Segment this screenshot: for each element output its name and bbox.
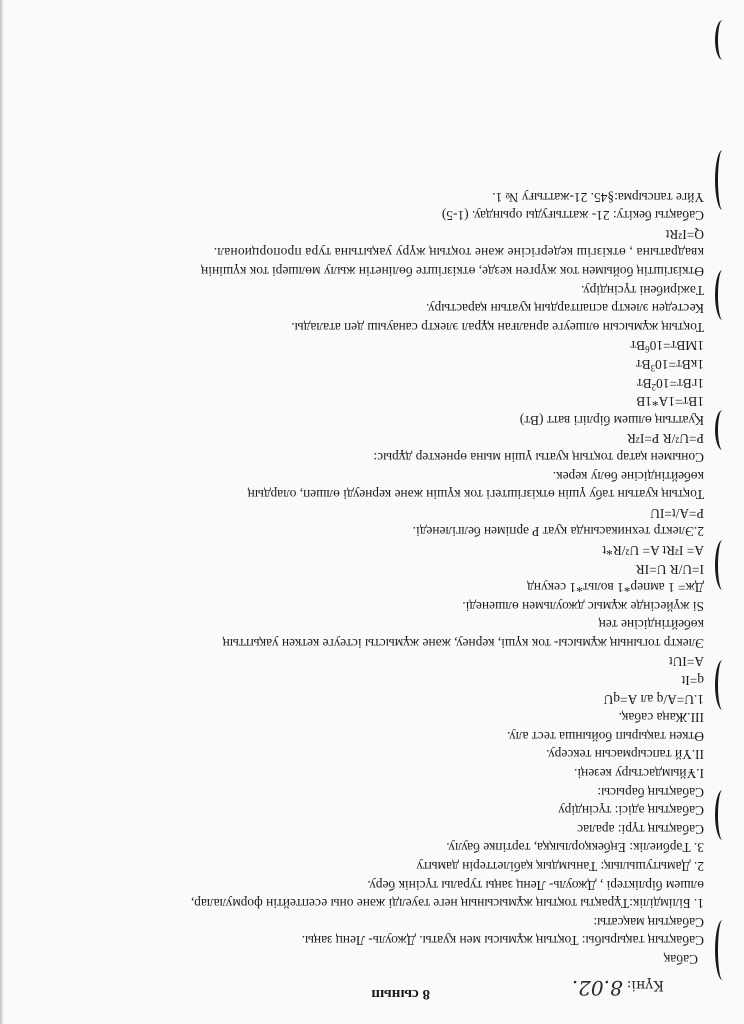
text-line: P=A/t=IU [650,505,704,521]
formula-line: $1МВт=10^6Вт$ [630,338,704,355]
date-line [572,976,664,1000]
text-line: Тәжірибені түсіндіру. [581,282,704,298]
text-line: Кестеден электр аспаптардың қуатын қарастыру. [426,301,704,317]
text-line: ІІІ.Жаңа сабақ. [618,710,704,726]
text-line: Электр тогының жұмысы- ток күші, кернеу, және жұмысты істеуге кеткен уақыттың [222,635,704,651]
text-line: 1Вт=1А*1В [636,394,704,410]
text-line: І.Ұйымдастыру кезеңі. [574,766,704,782]
text-line: Сабақты бекіту: 21- жаттығуды орындау. (1-5) [441,208,704,224]
text-line: Сабақ [663,952,698,967]
text-line: Сабақтың әдісі: түсіндіру [558,803,704,819]
text-line: A=IUt [668,654,704,670]
text-line: Тоқтың қуатын табу үшін өткізгіштегі ток күшін және кернеуді өлшеп, олардың [247,487,704,503]
text-line: Сабақтың тақырыбы: Тоқтың жұмысы мен қуаты. Джоуль- Ленц заңы. [301,933,704,949]
date-label: Күні: [626,977,664,993]
text-line: I=U/R U=IR [635,561,704,577]
lesson-plan-text [44,187,704,968]
text-line: Үйге тапсырма:§45. 21-жаттығу № 1. [492,189,704,205]
text-line: 3. Тәрбиелік: Еңбекқорлыққа, тәртіпке баулу. [446,840,704,856]
text-line: көбейтіндісіне тең [598,617,704,633]
handwritten-date: 8.02. [571,976,623,1000]
text-line: Қуаттың өлшем бірлігі ватт (Вт) [519,412,704,428]
formula-line: Q=I²Rt [665,226,704,242]
text-line: Өткен тақырып бойынша тест алу. [507,728,704,744]
text-line: Өткізгіштің бойымен ток жүрген кезде, өткізгіште бөлінетін жылу мөлшері ток күшінің [201,264,704,280]
formula-line: $1гВт=10^2Вт$ [636,375,704,392]
text-line: өлшем бірліктері , Джоуль- Ленц заңы туралы түсінік беру. [367,877,704,893]
text-line: 2. Дамытушылық: Танымдық қабілеттерін дамыту [416,859,704,875]
text-line: Сабақтың түрі: аралас [577,821,704,837]
grade-heading: 8 сынып [371,986,430,1002]
text-line: Сонымен қатар тоқтың қуаты үшін мына өрнектер дұрыс: [373,449,704,465]
text-line: Сабақтың барысы: [597,784,704,800]
text-line: 2.Электр техникасында қуат P әрпімен белгіленеді. [412,524,704,540]
text-line: A= I²Rt A= U²/R*t [602,542,704,558]
text-line: q=It [681,673,704,689]
text-line: квадратына , өткізгіш кедергісіне және тоқтың жүру уақытына тура пропорционал. [213,245,704,261]
text-line: көбейтіндісіне бөлу керек. [552,468,704,484]
text-line: Сабақтың мақсаты: [593,914,704,930]
text-line: 1. Білімділік:Тұрақты тоқтың жұмысының неге тәуелді және оны есептейтін формулалар, [190,896,704,912]
text-line: ІІ.Үй тапсырмасын тексеру. [546,747,704,763]
text-line: Дж= 1 ампер*1 вольт*1 секунд [527,580,704,596]
formula-line: $1кВт=10^3Вт$ [635,357,704,373]
text-line: Sі жүйесінде жұмыс джоульмен өлшенеді. [462,598,704,614]
text-line: Тоқтың жұмысын өлшеуге арналған құрал электр санауыш деп аталады. [291,319,704,335]
text-line: P=U²/R P=I²R [626,431,704,447]
text-line: 1.U=A/q ал A=qU [603,691,704,707]
